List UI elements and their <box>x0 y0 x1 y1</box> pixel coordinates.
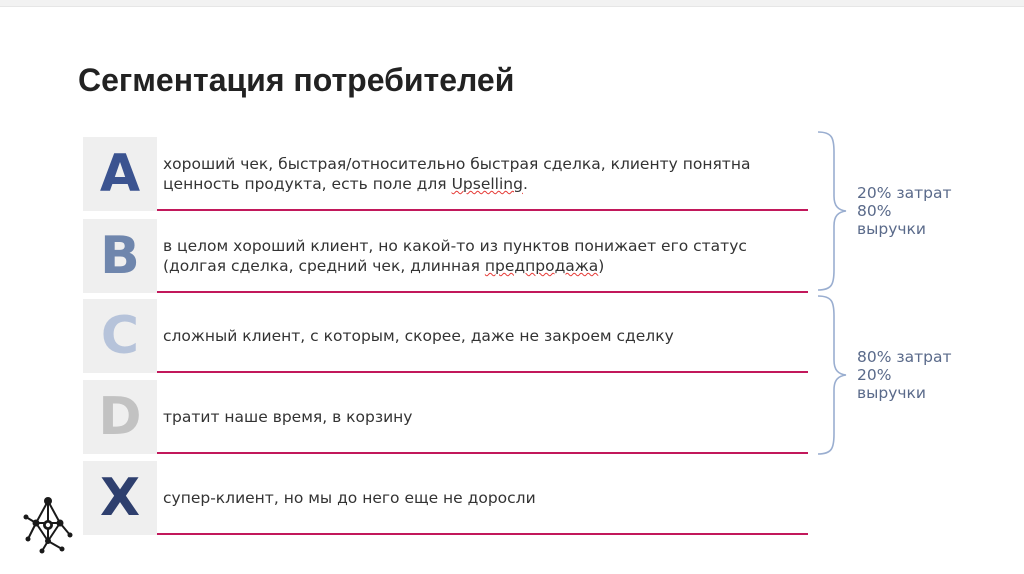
segment-description-b <box>163 219 783 293</box>
group-label-cd <box>857 348 1007 402</box>
segment-letter-b: B <box>83 219 157 293</box>
brace-cd-icon <box>812 294 852 456</box>
group-revenue-word: выручки <box>857 220 926 238</box>
segment-text-end: . <box>522 175 528 193</box>
row-divider <box>157 371 808 373</box>
page-title: Сегментация потребителей <box>78 62 515 98</box>
group-label-ab <box>857 184 1007 238</box>
brace-ab-icon <box>812 130 852 292</box>
segment-description-a <box>163 137 783 211</box>
row-divider <box>157 291 808 293</box>
group-revenue-share: 20% <box>857 366 892 384</box>
spellcheck-word: предпродажа <box>484 257 599 275</box>
segment-row-a <box>83 137 808 218</box>
row-divider <box>157 533 808 535</box>
segment-row-c <box>83 299 808 380</box>
segment-text: тратит наше время, в корзину <box>163 408 413 426</box>
spellcheck-word: Upselling <box>451 175 523 193</box>
row-divider <box>157 452 808 454</box>
segment-description-x <box>163 461 783 535</box>
group-revenue-share: 80% <box>857 202 892 220</box>
segment-text: сложный клиент, с которым, скорее, даже не закроем сделку <box>163 327 674 345</box>
segment-text-end: ) <box>598 257 605 275</box>
group-cost-share: 80% затрат <box>857 348 952 366</box>
segment-text: хороший чек, быстрая/относительно быстрая сделка, клиенту понятна ценность продукта, есть поле для <box>163 155 751 193</box>
segment-row-d <box>83 380 808 461</box>
segment-letter-x: X <box>83 461 157 535</box>
segment-letter-c: C <box>83 299 157 373</box>
segment-description-c <box>163 299 783 373</box>
segment-text: супер-клиент, но мы до него еще не доросли <box>163 489 536 507</box>
group-cost-share: 20% затрат <box>857 184 952 202</box>
segment-row-x <box>83 461 808 542</box>
segment-letter-a: A <box>83 137 157 211</box>
group-revenue-word: выручки <box>857 384 926 402</box>
segment-text: в целом хороший клиент, но какой-то из пунктов понижает его статус (долгая сделка, средний чек, длинная <box>163 237 747 275</box>
logo-icon <box>22 495 74 555</box>
row-divider <box>157 209 808 211</box>
segment-description-d <box>163 380 783 454</box>
segment-row-b <box>83 219 808 300</box>
segment-letter-d: D <box>83 380 157 454</box>
